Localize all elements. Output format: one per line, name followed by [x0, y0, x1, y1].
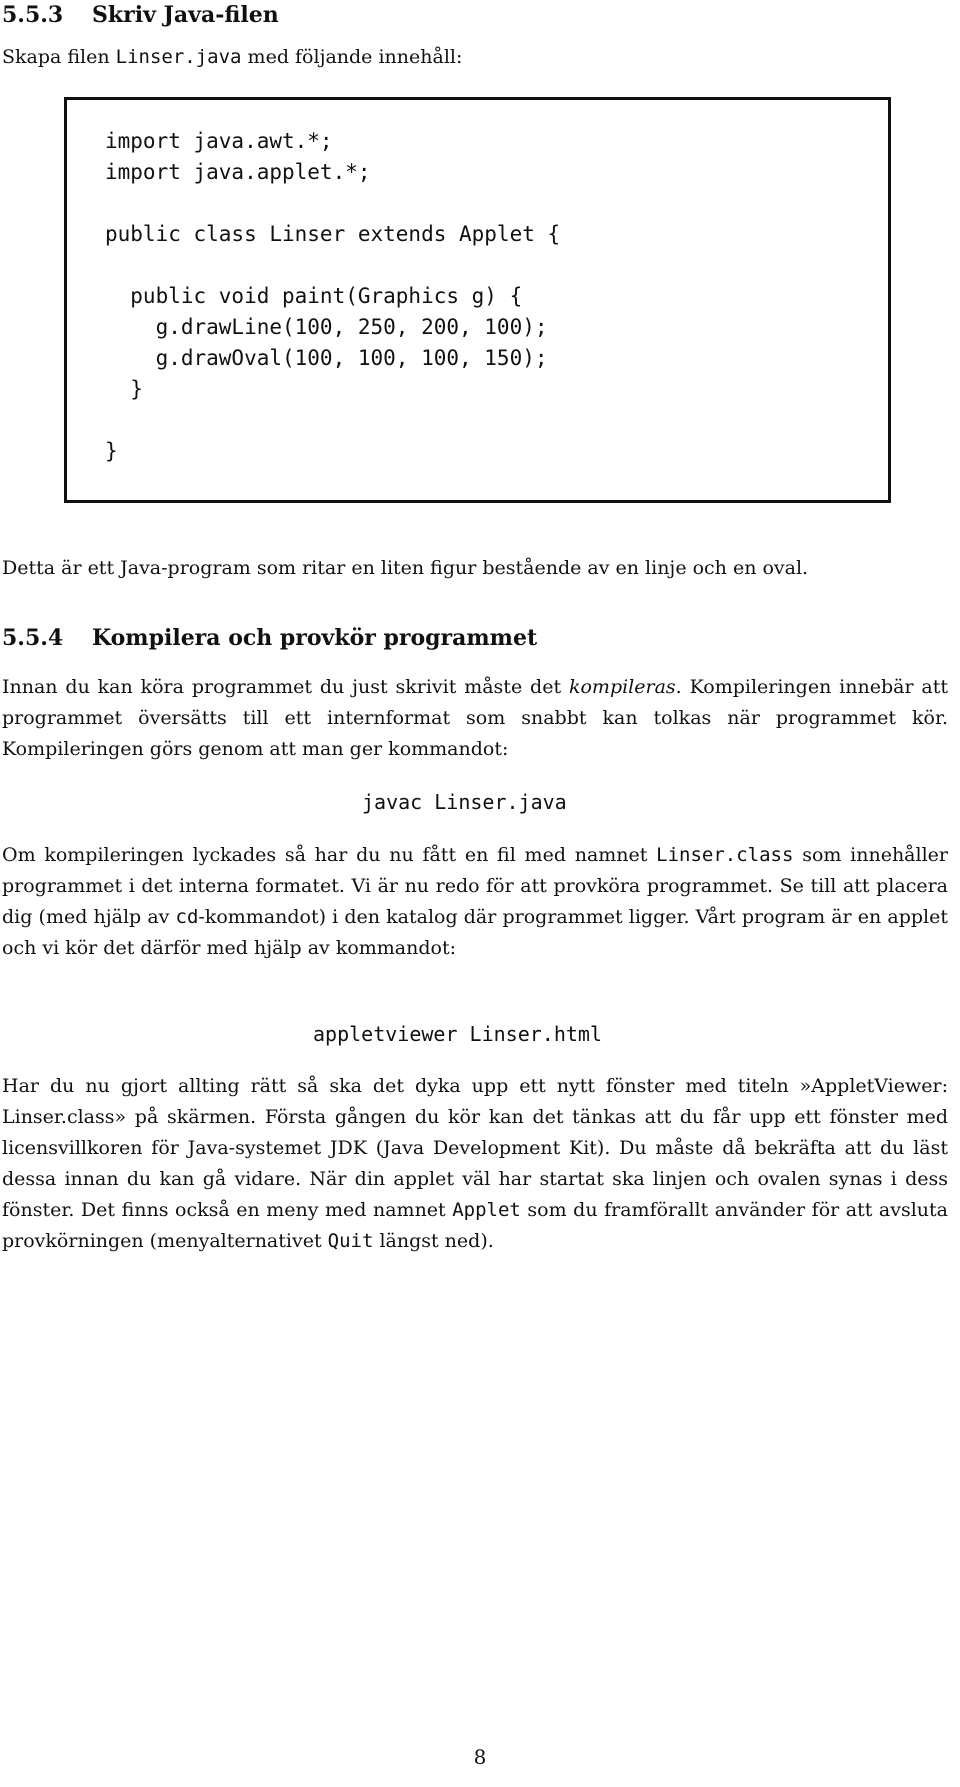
- menu-name-applet: Applet: [452, 1199, 521, 1221]
- emphasis-kompileras: kompileras: [568, 676, 676, 698]
- intro-text-end: med följande innehåll:: [241, 46, 463, 68]
- window-text-2: som du framförallt använder för att avsluta provkörningen (menyalternativet: [2, 1199, 949, 1252]
- compile-paragraph: [2, 672, 948, 765]
- filename-linser-java: Linser.java: [115, 46, 242, 68]
- intro-text: Skapa filen: [2, 46, 116, 68]
- window-text-1: Har du nu gjort allting rätt så ska det dyka upp ett nytt fönster med titeln »AppletViewer: Linser.class» på skärmen. Första gången du kör kan det tänkas att du får upp ett fönster med licensvillkoren för Java-systemet JDK (Java Development Kit). Du måste då bekräfta att du läst dessa innan du kan gå vidare. När din applet väl har startat ska linjen och ovalen synas i dess fönster. Det finns också en meny med namnet: [2, 1075, 948, 1221]
- compile-text-end: . Kompileringen innebär att programmet översätts till ett internformat som snabbt kan tolkas när programmet kör. Kompileringen görs genom att man ger kommandot:: [2, 676, 948, 760]
- command-javac: javac Linser.java: [362, 790, 567, 814]
- run-text-2: som innehåller programmet i det interna formatet. Vi är nu redo för att provköra programmet. Se till att placera dig (med hjälp av: [2, 844, 948, 928]
- page-number: 8: [473, 1745, 487, 1769]
- intro-paragraph: [2, 42, 462, 73]
- filename-linser-class: Linser.class: [656, 844, 794, 866]
- compile-text: Innan du kan köra programmet du just skrivit måste det: [2, 676, 569, 698]
- run-text-3: -kommandot) i den katalog där programmet ligger. Vårt program är en applet och vi kör det därför med hjälp av kommandot:: [2, 906, 948, 959]
- section-number: 5.5.4: [2, 625, 64, 651]
- code-listing-box: [64, 97, 891, 503]
- command-appletviewer: appletviewer Linser.html: [313, 1022, 602, 1046]
- cd-command: cd: [175, 906, 199, 928]
- run-text-1: Om kompileringen lyckades så har du nu fått en fil med namnet: [2, 844, 657, 866]
- section-heading-5-5-4: [2, 623, 537, 653]
- section-heading-5-5-3: [2, 0, 948, 30]
- section-title: Kompilera och provkör programmet: [92, 625, 538, 651]
- section-number: 5.5.3: [2, 2, 64, 28]
- window-text-3: längst ned).: [373, 1230, 494, 1252]
- section-title: Skriv Java-filen: [92, 2, 279, 28]
- run-paragraph: [2, 840, 948, 964]
- code-listing: import java.awt.*; import java.applet.*; public class Linser extends Applet { public void paint(Graphics g) { g.drawLine(100, 250, 200, 100); g.drawOval(100, 100, 100, 150); } }: [105, 129, 561, 463]
- document-page: [2, 0, 949, 1252]
- menu-item-quit: Quit: [327, 1230, 374, 1252]
- window-paragraph: [2, 1071, 948, 1257]
- description-paragraph: Detta är ett Java-program som ritar en liten figur bestående av en linje och en oval.: [2, 557, 809, 579]
